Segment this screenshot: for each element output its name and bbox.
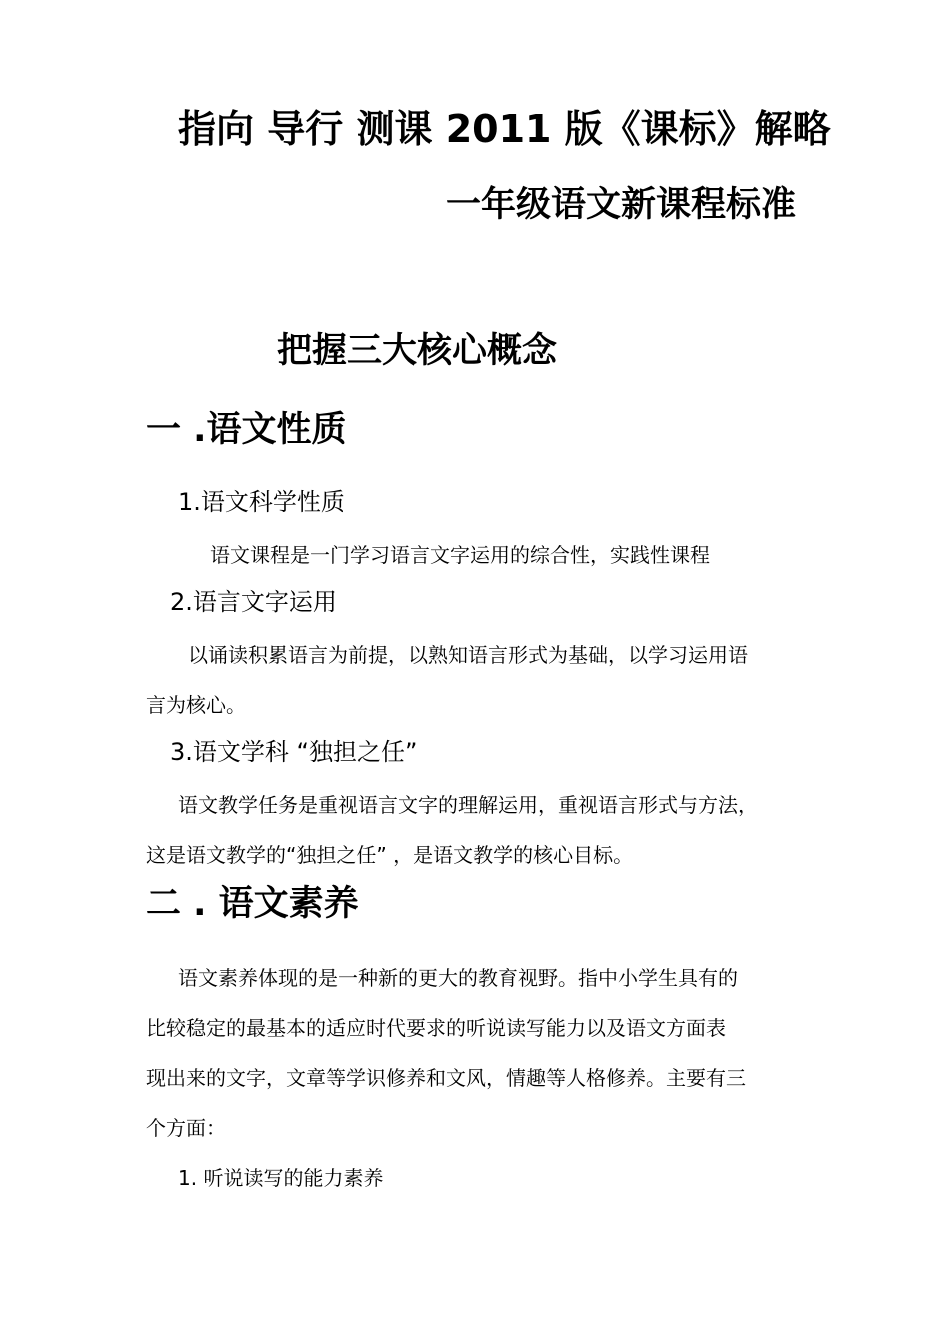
paragraph-line: 语文课程是一门学习语言文字运用的综合性，实践性课程 bbox=[210, 543, 710, 567]
core-concepts-heading: 把握三大核心概念 bbox=[277, 331, 558, 371]
subsection-title: 1.语文科学性质 bbox=[178, 488, 345, 516]
document-title: 指向 导行 测课 2011 版《课标》解略 bbox=[178, 107, 831, 151]
paragraph-line: 以诵读积累语言为前提，以熟知语言形式为基础，以学习运用语 bbox=[188, 643, 748, 667]
document-subtitle: 一年级语文新课程标准 bbox=[446, 185, 797, 225]
paragraph-line: 言为核心。 bbox=[146, 693, 246, 717]
paragraph-line: 个方面： bbox=[146, 1116, 226, 1140]
subsection-title: 2.语言文字运用 bbox=[170, 588, 337, 616]
subsection-title: 1. 听说读写的能力素养 bbox=[178, 1166, 384, 1190]
subsection-title: 3.语文学科 “独担之任” bbox=[170, 738, 418, 766]
paragraph-line: 这是语文教学的“独担之任” ，是语文教学的核心目标。 bbox=[146, 843, 634, 867]
section-heading-literacy: 二 . 语文素养 bbox=[146, 884, 359, 924]
paragraph-line: 语文素养体现的是一种新的更大的教育视野。指中小学生具有的 bbox=[178, 966, 738, 990]
section-heading-nature: 一 .语文性质 bbox=[146, 410, 347, 450]
paragraph-line: 语文教学任务是重视语言文字的理解运用，重视语言形式与方法， bbox=[178, 793, 758, 817]
paragraph-line: 比较稳定的最基本的适应时代要求的听说读写能力以及语文方面表 bbox=[146, 1016, 726, 1040]
paragraph-line: 现出来的文字，文章等学识修养和文风，情趣等人格修养。主要有三 bbox=[146, 1066, 746, 1090]
